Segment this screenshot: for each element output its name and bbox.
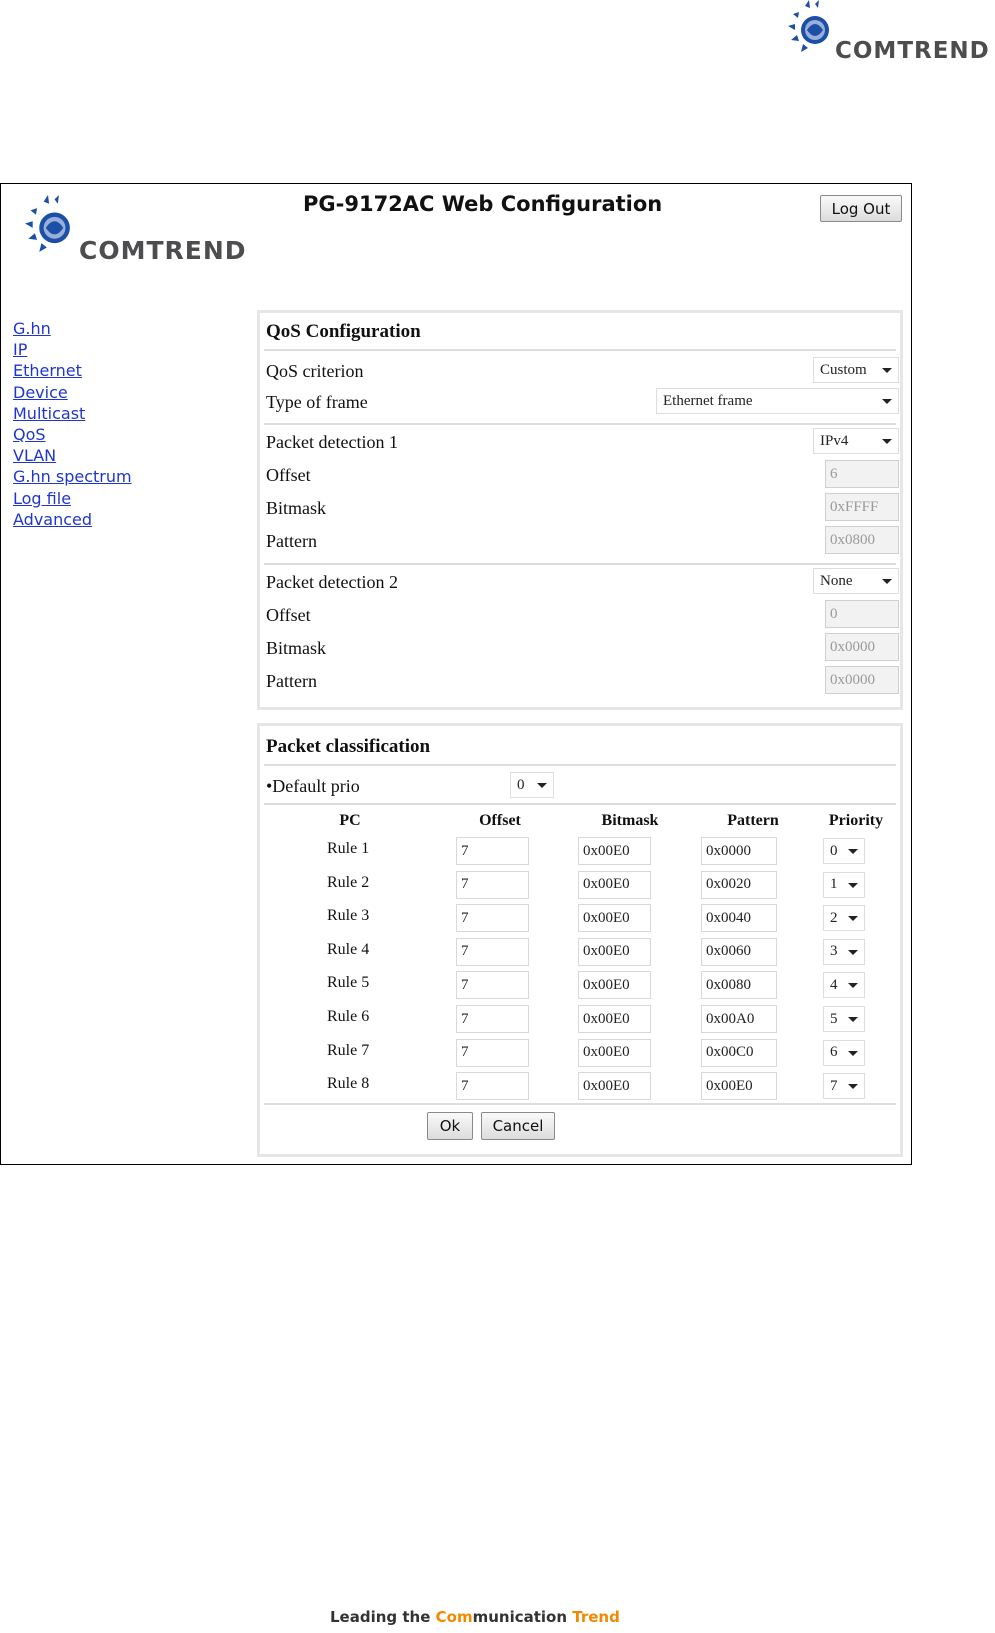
rule-name: Rule 2 (327, 873, 370, 891)
rule-offset-field[interactable]: 7 (456, 938, 529, 966)
chevron-down-icon (848, 1017, 858, 1022)
footer-highlight-1: Com (435, 1608, 473, 1626)
default-prio-label: •Default prio (266, 776, 360, 796)
rule-bitmask-field[interactable]: 0x00E0 (578, 1039, 651, 1067)
rule-pattern-field[interactable]: 0x0060 (701, 938, 777, 966)
rule-bitmask-field[interactable]: 0x00E0 (578, 938, 651, 966)
rule-priority-select[interactable] (823, 972, 865, 998)
packet-detection-2-label: Packet detection 2 (266, 572, 398, 592)
logout-button[interactable]: Log Out (820, 195, 902, 222)
rule-priority-value: 3 (830, 943, 838, 960)
pd2-offset-label: Offset (266, 605, 311, 625)
pd1-bitmask-label: Bitmask (266, 498, 327, 518)
rule-priority-value: 7 (830, 1077, 838, 1094)
rule-name: Rule 3 (327, 907, 370, 925)
qos-criterion-label: QoS criterion (266, 361, 364, 381)
top-logo (783, 0, 995, 64)
column-header-offset: Offset (479, 812, 521, 829)
rule-bitmask-field[interactable]: 0x00E0 (578, 971, 651, 999)
footer-slogan (330, 1608, 620, 1626)
rule-priority-value: 2 (830, 909, 838, 926)
footer-highlight-2: Trend (572, 1608, 620, 1626)
logo-text: COMTREND (79, 236, 247, 265)
rule-pattern-field[interactable]: 0x0000 (701, 837, 777, 865)
divider (264, 803, 896, 805)
qos-criterion-value: Custom (820, 361, 867, 378)
rule-priority-value: 0 (830, 842, 838, 859)
pd1-offset-field[interactable]: 6 (825, 460, 899, 488)
chevron-down-icon (848, 916, 858, 921)
packet-detection-1-value: IPv4 (820, 432, 849, 449)
nav-link-ghn-spectrum[interactable]: G.hn spectrum (13, 467, 132, 487)
rule-priority-value: 4 (830, 976, 838, 993)
divider (264, 563, 896, 565)
page-title: PG-9172AC Web Configuration (303, 192, 663, 216)
rule-bitmask-field[interactable]: 0x00E0 (578, 1005, 651, 1033)
rule-bitmask-field[interactable]: 0x00E0 (578, 871, 651, 899)
frame-type-value: Ethernet frame (663, 392, 753, 409)
nav-link-qos[interactable]: QoS (13, 425, 46, 445)
rule-bitmask-field[interactable]: 0x00E0 (578, 904, 651, 932)
rule-bitmask-field[interactable]: 0x00E0 (578, 1072, 651, 1100)
pd2-bitmask-label: Bitmask (266, 638, 327, 658)
rule-priority-select[interactable] (823, 1040, 865, 1066)
frame-type-select[interactable] (656, 388, 899, 414)
rule-offset-field[interactable]: 7 (456, 1039, 529, 1067)
chevron-down-icon (537, 783, 547, 788)
qos-config-panel (257, 310, 903, 710)
divider (264, 1103, 896, 1105)
rule-offset-field[interactable]: 7 (456, 1005, 529, 1033)
pd1-bitmask-field[interactable]: 0xFFFF (825, 493, 899, 521)
nav-link-ghn[interactable]: G.hn (13, 319, 51, 338)
nav-link-ethernet[interactable]: Ethernet (13, 361, 82, 381)
packet-classification-panel (257, 723, 903, 1157)
rule-offset-field[interactable]: 7 (456, 971, 529, 999)
rule-name: Rule 8 (327, 1075, 370, 1093)
rule-pattern-field[interactable]: 0x0040 (701, 904, 777, 932)
nav-link-vlan[interactable]: VLAN (13, 446, 57, 466)
pd2-pattern-field[interactable]: 0x0000 (825, 666, 899, 694)
rule-name: Rule 4 (327, 940, 370, 958)
chevron-down-icon (882, 368, 892, 373)
rule-bitmask-field[interactable]: 0x00E0 (578, 837, 651, 865)
logo-text: COMTREND (835, 38, 990, 64)
rule-priority-select[interactable] (823, 838, 865, 864)
rule-name: Rule 6 (327, 1008, 370, 1025)
cancel-button[interactable]: Cancel (481, 1112, 555, 1140)
default-prio-select[interactable] (510, 772, 554, 798)
footer-middle: munication (472, 1608, 573, 1626)
sidebar-nav (13, 318, 132, 530)
rule-pattern-field[interactable]: 0x00C0 (701, 1039, 777, 1067)
rule-offset-field[interactable]: 7 (456, 1072, 529, 1100)
ok-button[interactable]: Ok (427, 1112, 473, 1140)
rule-priority-select[interactable] (823, 905, 865, 931)
rule-pattern-field[interactable]: 0x0080 (701, 971, 777, 999)
pd1-pattern-label: Pattern (266, 531, 317, 551)
nav-link-device[interactable]: Device (13, 382, 68, 402)
divider (264, 423, 896, 425)
rule-priority-value: 6 (830, 1044, 838, 1061)
chevron-down-icon (848, 950, 858, 955)
comtrend-logo-icon (18, 195, 78, 265)
rule-priority-select[interactable] (823, 872, 865, 898)
rule-name: Rule 5 (327, 974, 370, 992)
packet-detection-1-select[interactable] (813, 428, 899, 454)
chevron-down-icon (848, 849, 858, 854)
chevron-down-icon (848, 983, 858, 988)
comtrend-logo-icon (783, 0, 835, 64)
rule-priority-value: 1 (830, 876, 838, 893)
rule-priority-select[interactable] (823, 1073, 865, 1099)
qos-section-title: QoS Configuration (266, 321, 421, 342)
column-header-priority: Priority (828, 812, 884, 829)
column-header-pc: PC (339, 812, 361, 829)
pd1-pattern-field[interactable]: 0x0800 (825, 526, 899, 554)
chevron-down-icon (882, 579, 892, 584)
rule-offset-field[interactable]: 7 (456, 871, 529, 899)
nav-link-advanced[interactable]: Advanced (13, 509, 93, 529)
chevron-down-icon (882, 399, 892, 404)
pd2-bitmask-field[interactable]: 0x0000 (825, 633, 899, 661)
chevron-down-icon (848, 883, 858, 888)
pc-section-title: Packet classification (266, 736, 431, 757)
footer-prefix: Leading the (330, 1608, 436, 1626)
nav-link-log-file[interactable]: Log file (13, 488, 72, 508)
nav-link-multicast[interactable]: Multicast (13, 403, 86, 423)
packet-detection-2-select[interactable] (813, 568, 899, 594)
rule-pattern-field[interactable]: 0x00A0 (701, 1005, 777, 1033)
rule-priority-value: 5 (830, 1010, 838, 1027)
qos-criterion-select[interactable] (813, 357, 899, 383)
rule-priority-select[interactable] (823, 1006, 865, 1032)
inner-logo (18, 195, 258, 265)
nav-link-ip[interactable]: IP (13, 340, 28, 360)
pd2-offset-field[interactable]: 0 (825, 600, 899, 628)
rule-offset-field[interactable]: 7 (456, 904, 529, 932)
frame-type-label: Type of frame (266, 392, 368, 412)
chevron-down-icon (848, 1084, 858, 1089)
rule-name: Rule 7 (327, 1041, 370, 1059)
rule-pattern-field[interactable]: 0x00E0 (701, 1072, 777, 1100)
default-prio-value: 0 (517, 776, 525, 793)
rule-offset-field[interactable]: 7 (456, 837, 529, 865)
chevron-down-icon (882, 439, 892, 444)
chevron-down-icon (848, 1051, 858, 1056)
divider (264, 349, 896, 351)
divider (264, 764, 896, 766)
pd1-offset-label: Offset (266, 465, 311, 485)
pd2-pattern-label: Pattern (266, 671, 317, 691)
packet-detection-1-label: Packet detection 1 (266, 432, 398, 452)
column-header-bitmask: Bitmask (601, 812, 659, 829)
packet-detection-2-value: None (820, 572, 853, 589)
rule-priority-select[interactable] (823, 939, 865, 965)
rule-name: Rule 1 (327, 840, 370, 857)
column-header-pattern: Pattern (727, 812, 779, 829)
rule-pattern-field[interactable]: 0x0020 (701, 871, 777, 899)
